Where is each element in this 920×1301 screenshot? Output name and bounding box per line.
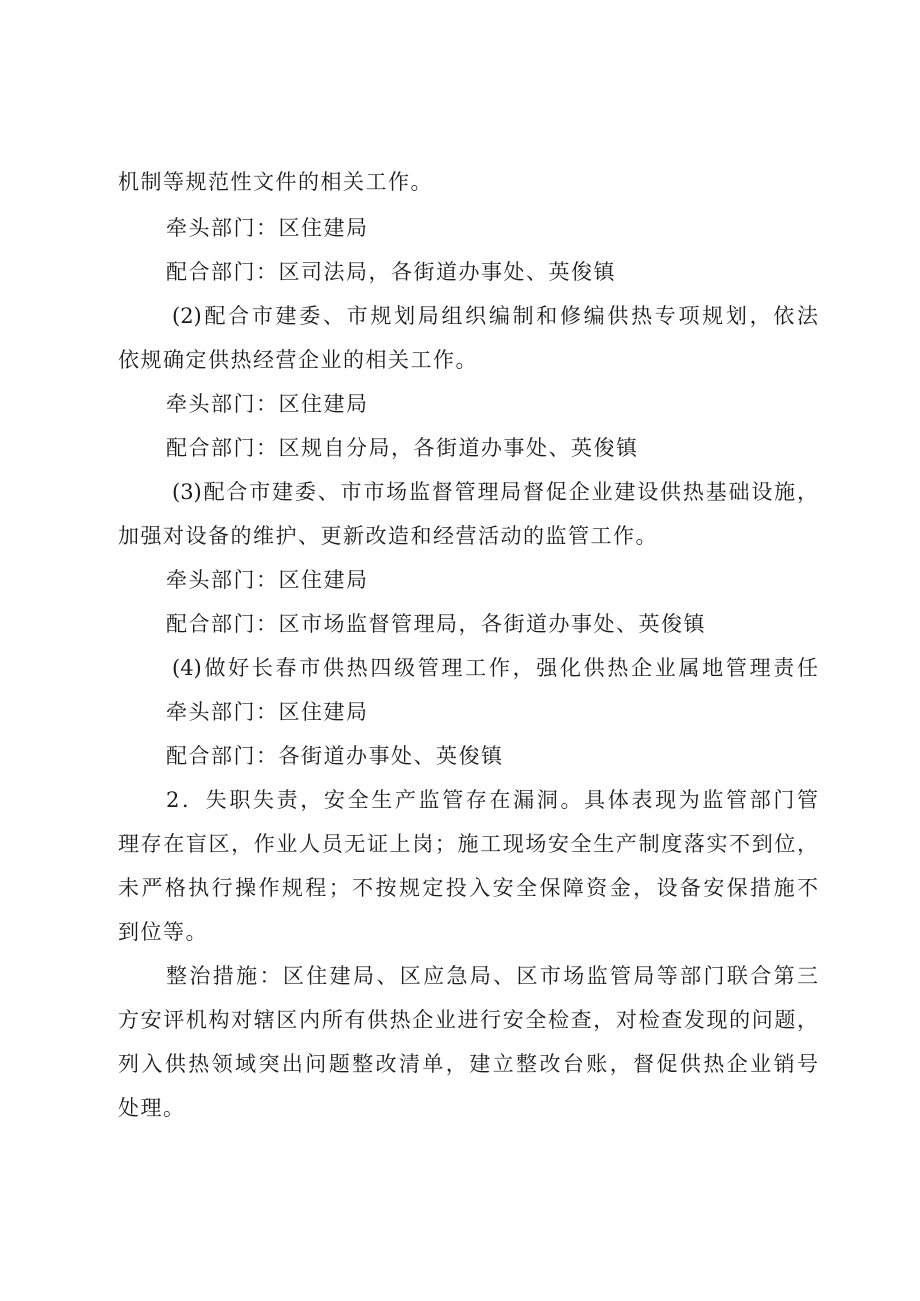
measures-line-4: 处理。 <box>118 1096 186 1120</box>
measures-line-1: 整治措施：区住建局、区应急局、区市场监管局等部门联合第三 <box>166 964 818 988</box>
item-4-line: (4)做好长春市供热四级管理工作，强化供热企业属地管理责任 <box>172 656 818 680</box>
measures-line-2: 方安评机构对辖区内所有供热企业进行安全检查，对检查发现的问题， <box>118 1008 818 1032</box>
section-2-line-3: 未严格执行操作规程；不按规定投入安全保障资金，设备安保措施不 <box>118 876 818 900</box>
text-line-1: 机制等规范性文件的相关工作。 <box>118 170 433 194</box>
lead-department-line: 牵头部门：区住建局 <box>166 700 369 724</box>
cooperating-department-line: 配合部门：区司法局，各街道办事处、英俊镇 <box>166 260 616 284</box>
cooperating-department-line: 配合部门：各街道办事处、英俊镇 <box>166 744 504 768</box>
item-2-line-1: (2)配合市建委、市规划局组织编制和修编供热专项规划，依法 <box>172 304 818 328</box>
item-3-line-2: 加强对设备的维护、更新改造和经营活动的监管工作。 <box>118 524 658 548</box>
measures-line-3: 列入供热领域突出问题整改清单，建立整改台账，督促供热企业销号 <box>118 1052 818 1076</box>
cooperating-department-line: 配合部门：区规自分局，各街道办事处、英俊镇 <box>166 436 639 460</box>
item-2-line-2: 依规确定供热经营企业的相关工作。 <box>118 348 478 372</box>
cooperating-department-line: 配合部门：区市场监督管理局，各街道办事处、英俊镇 <box>166 612 706 636</box>
item-3-line-1: (3)配合市建委、市市场监督管理局督促企业建设供热基础设施， <box>172 480 818 504</box>
lead-department-line: 牵头部门：区住建局 <box>166 392 369 416</box>
lead-department-line: 牵头部门：区住建局 <box>166 216 369 240</box>
section-2-line-2: 理存在盲区，作业人员无证上岗；施工现场安全生产制度落实不到位， <box>118 832 818 856</box>
section-2-line-4: 到位等。 <box>118 920 208 944</box>
lead-department-line: 牵头部门：区住建局 <box>166 568 369 592</box>
section-2-line-1: 2．失职失责，安全生产监管存在漏洞。具体表现为监管部门管 <box>166 788 818 812</box>
